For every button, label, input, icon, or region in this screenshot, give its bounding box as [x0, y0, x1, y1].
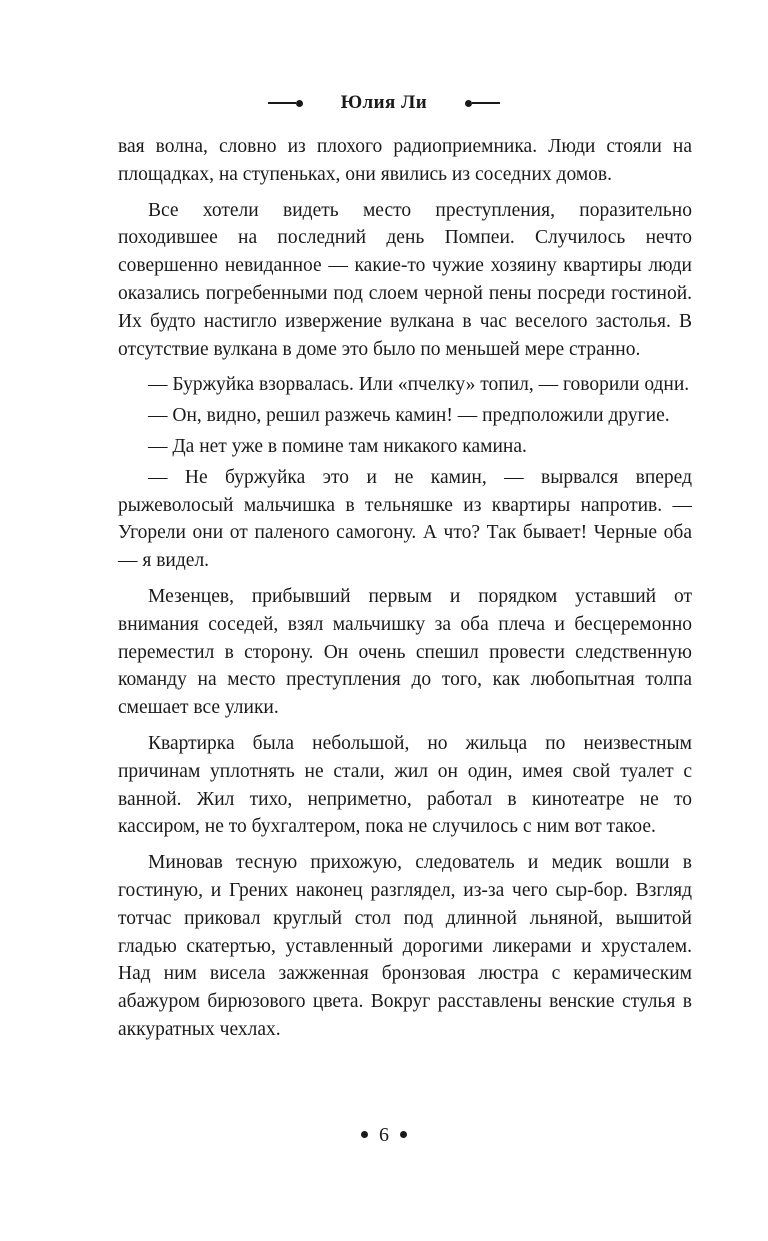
- paragraph: Квартирка была небольшой, но жильца по неизвестным причинам уплотнять не стали, жил он один, имея свой туалет с ванной. Жил тихо, неприметно, работал в кинотеатре не то кассиром, не то бухгалтером, пока не случилось с ним вот такое.: [118, 732, 692, 838]
- paragraph: Миновав тесную прихожую, следователь и медик вошли в гостиную, и Грених наконец разглядел, из-за чего сыр-бор. Взгляд тотчас приковал круглый стол под длинной льняной, вышитой гладью скатертью, уставленный дорогими ликерами и хрусталем. Над ним висела зажженная бронзовая люстра с керамическим абажуром бирюзового цвета. Вокруг расставлены венские стулья в аккуратных чехлах.: [118, 852, 692, 1040]
- bullet-icon: [361, 1131, 368, 1138]
- left-ornament: [268, 100, 303, 107]
- author-name: Юлия Ли: [340, 92, 428, 113]
- page-number-footer: [0, 1124, 768, 1147]
- dialogue-line: — Он, видно, решил разжечь камин! — предположили другие.: [148, 405, 670, 427]
- dialogue-line: — Да нет уже в помине там никакого камина.: [148, 435, 527, 457]
- right-ornament: [465, 100, 500, 107]
- bullet-icon: [400, 1131, 407, 1138]
- paragraph: Все хотели видеть место преступления, поразительно походившее на последний день Помпеи. Случилось нечто совершенно невиданное — какие-то чужие хозяину квартиры люди оказались погребенными под слоем черной пены посреди гостиной. Их будто настигло извержение вулкана в час веселого застолья. В отсутствие вулкана в доме это было по меньшей мере странно.: [118, 199, 692, 360]
- paragraph: вая волна, словно из плохого радиоприемника. Люди стояли на площадках, на ступеньках, они явились из соседних домов.: [118, 136, 692, 185]
- dialogue-line: — Не буржуйка это и не камин, — вырвался вперед рыжеволосый мальчишка в тельняшке из квартиры напротив. — Угорели они от паленого самогону. А что? Так бывает! Черные оба — я видел.: [118, 466, 692, 572]
- page-number: 6: [379, 1124, 389, 1146]
- paragraph: Мезенцев, прибывший первым и порядком уставший от внимания соседей, взял мальчишку за оба плеча и бесцеремонно переместил в сторону. Он очень спешил провести следственную команду на место преступления до того, как любопытная толпа смешает все улики.: [118, 585, 692, 719]
- dialogue-line: — Буржуйка взорвалась. Или «пчелку» топил, — говорили одни.: [148, 374, 690, 396]
- page-body: [118, 133, 692, 1052]
- running-header: [0, 88, 768, 118]
